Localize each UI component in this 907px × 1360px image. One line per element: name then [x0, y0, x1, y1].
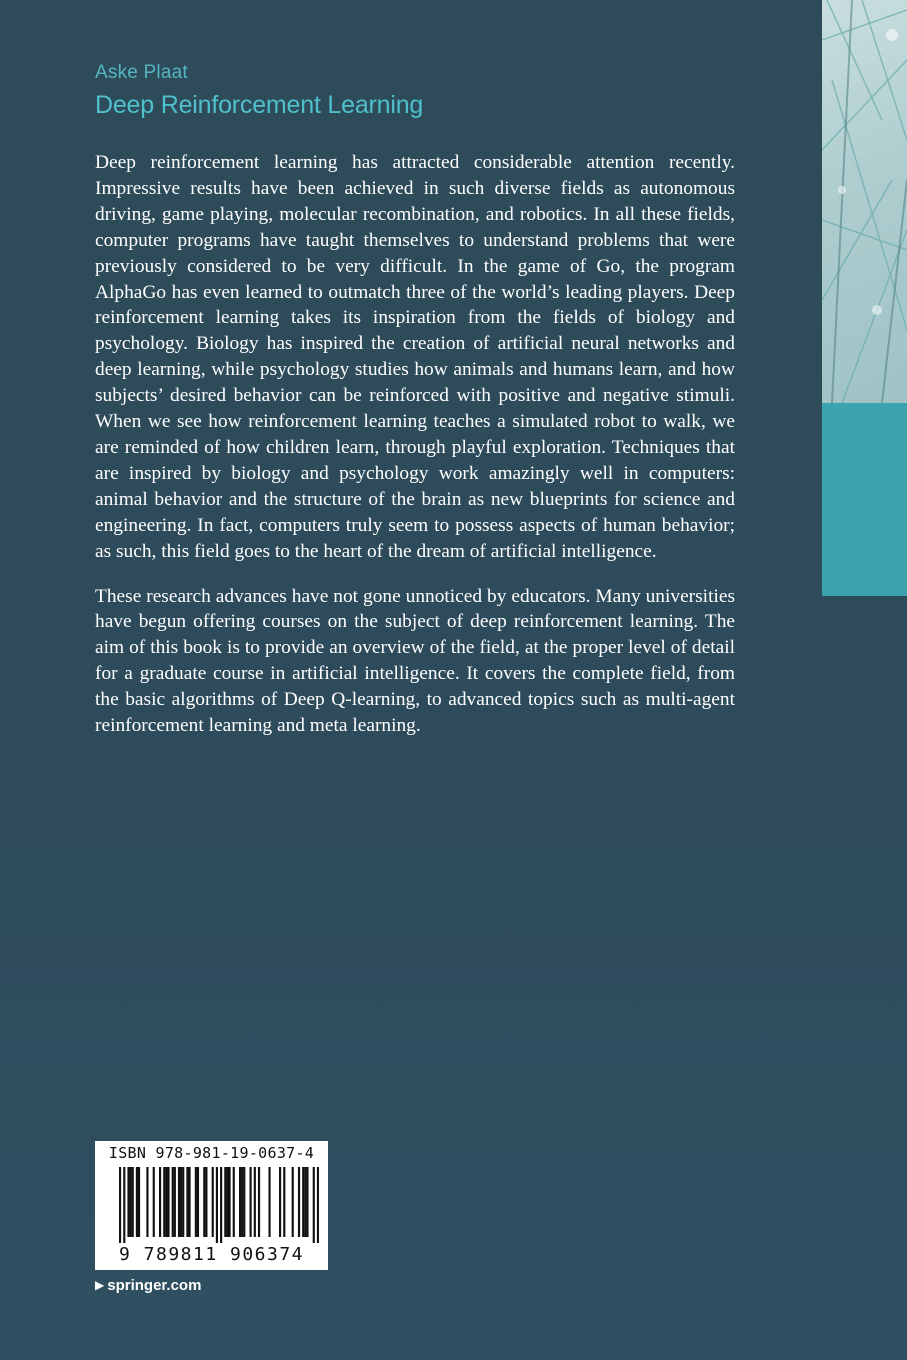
barcode-bar [127, 1167, 129, 1237]
barcode-bar [195, 1167, 197, 1237]
barcode-bar [182, 1167, 184, 1237]
barcode-bar [123, 1167, 125, 1243]
barcode-bar [212, 1167, 214, 1237]
barcode-bar [186, 1167, 188, 1237]
barcode-bar [167, 1167, 169, 1237]
barcode-bar [302, 1167, 304, 1237]
publisher-link[interactable] [95, 1277, 201, 1294]
barcode-bar [283, 1167, 285, 1237]
barcode-bar [178, 1167, 180, 1237]
cover-accent-band [822, 403, 907, 596]
barcode-bar [138, 1167, 140, 1237]
isbn-label: ISBN 978-981-19-0637-4 [108, 1144, 315, 1162]
barcode-bar [250, 1167, 252, 1237]
barcode-bar [197, 1167, 199, 1237]
barcode-bar [146, 1167, 148, 1237]
isbn-barcode [95, 1141, 328, 1270]
publisher-url: springer.com [107, 1277, 202, 1294]
barcode-bar [163, 1167, 165, 1237]
barcode-bar [132, 1167, 134, 1237]
barcode-bar [298, 1167, 300, 1237]
author-name: Aske Plaat [95, 62, 188, 83]
cover-photo-strip [822, 0, 907, 403]
barcode-bar [292, 1167, 294, 1237]
barcode-bar [239, 1167, 241, 1237]
barcode-bar [119, 1167, 121, 1243]
blurb [95, 150, 735, 758]
barcode-bar [233, 1167, 235, 1237]
barcode-bar [153, 1167, 155, 1237]
barcode-bar [241, 1167, 243, 1237]
barcode-bar [268, 1167, 270, 1237]
barcode-bar [228, 1167, 230, 1237]
barcode-number: 9 789811 906374 [118, 1244, 305, 1265]
play-arrow-icon: ▶ [95, 1278, 105, 1292]
barcode-bar [243, 1167, 245, 1237]
barcode-bar [304, 1167, 306, 1237]
barcode-bar [220, 1167, 222, 1243]
barcode-bar [174, 1167, 176, 1237]
barcode-bar [306, 1167, 308, 1237]
barcode-bar [172, 1167, 174, 1237]
barcode-bar [188, 1167, 190, 1237]
barcode-bar [226, 1167, 228, 1237]
barcode-bar [180, 1167, 182, 1237]
barcode-bar [254, 1167, 256, 1237]
barcode-bars [119, 1167, 319, 1243]
barcode-bar [216, 1167, 218, 1243]
barcode-bar [130, 1167, 132, 1237]
book-title: Deep Reinforcement Learning [95, 91, 424, 119]
barcode-bar [165, 1167, 167, 1237]
barcode-bar [258, 1167, 260, 1237]
barcode-bar [203, 1167, 205, 1237]
barcode-bar [136, 1167, 138, 1237]
barcode-bar [159, 1167, 161, 1237]
blurb-paragraph-2: These research advances have not gone unnoticed by educators. Many universities have begun offering courses on the subject of deep reinforcement learning. The aim of this book is to provide an overview of the field, at the proper level of detail for a graduate course in artificial intelligence. It covers the complete field, from the basic algorithms of Deep Q-learning, to advanced topics such as multi-agent reinforcement learning and meta learning. [95, 585, 735, 737]
barcode-bar [317, 1167, 319, 1243]
blurb-paragraph-1: Deep reinforcement learning has attracted considerable attention recently. Impressive results have been achieved in such diverse fields as autonomous driving, game playing, molecular recombination, and robotics. In all these fields, computer programs have taught themselves to understand problems that were previously considered to be very difficult. In the game of Go, the program AlphaGo has even learned to outmatch three of the world’s leading players. Deep reinforcement learning takes its inspiration from the fields of biology and psychology. Biology has inspired the creation of artificial neural networks and deep learning, while psychology studies how animals and humans learn, and how subjects’ desired behavior can be reinforced with positive and negative stimuli. When we see how reinforcement learning teaches a simulated robot to walk, we are reminded of how children learn, through playful exploration. Techniques that are inspired by biology and psychology work amazingly well in computers: animal behavior and the structure of the brain as new blueprints for science and engineering. In fact, computers truly seem to possess aspects of human behavior; as such, this field goes to the heart of the dream of artificial intelligence. [95, 152, 735, 562]
barcode-bar [313, 1167, 315, 1243]
barcode-bar [279, 1167, 281, 1237]
barcode-bar [224, 1167, 226, 1237]
network-lines-illustration [822, 0, 907, 403]
barcode-bar [205, 1167, 207, 1237]
